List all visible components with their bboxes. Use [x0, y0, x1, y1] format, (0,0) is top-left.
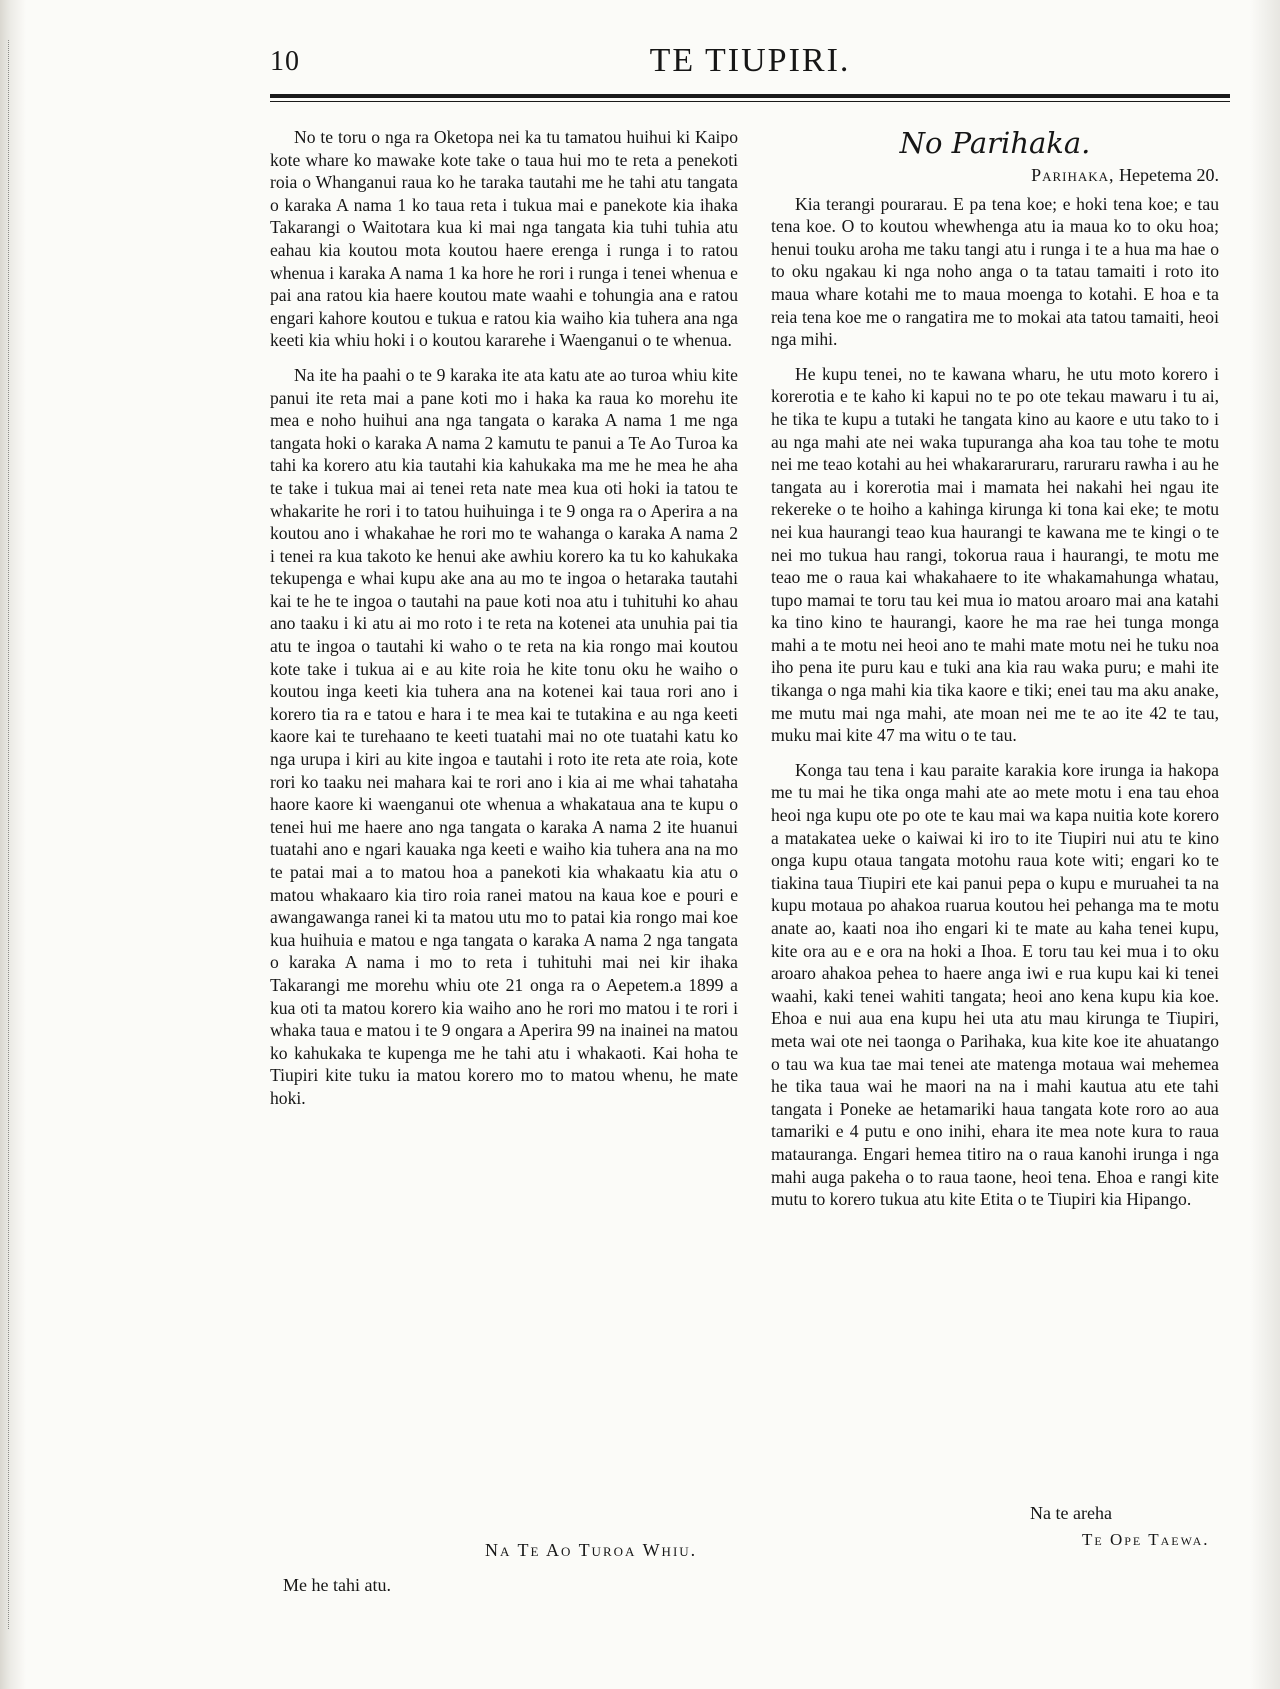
- dateline-date: Hepetema 20.: [1119, 165, 1219, 185]
- left-closing-line: Me he tahi atu.: [283, 1575, 391, 1595]
- scan-left-edge: [0, 0, 26, 1689]
- letter-paragraph: Kia terangi pourarau. E pa tena koe; e hoki tena koe; e tau tena koe. O to koutou whewhenga atu ia maua ko to oku hoa; henui touku aroha me taku tangi atu i runga i te a hua ma hae o to oku ngakau ki nga noho anga o ta tatau tamaiti i roto ito maua whare kotahi me to maua moenga to kotahi. E hoa e ta reia tena koe me o rangatira me to mokai ata tatou tamaiti, heoi nga mihi.: [771, 193, 1219, 350]
- header-rule-thick: [270, 94, 1230, 98]
- letter-paragraph: Konga tau tena i kau paraite karakia kore irunga ia hakopa me tu mai he tika onga mahi ate ao mete motu i ena tau ehoa heoi nga kupu ote po ote te kau mai wa kapa nuitia kote korero a matakatea ueke o kaiwai ki iro to ite Tiupiri nui atu te kino onga kupu otaua tangata motohu raua kote witi; engari ko te tiakina taua Tiupiri ete kai panui pepa o kupu e muruahei ta na kupu motaua po ahakoa ruarua koutou hei pehanga ma te motu anate ao, kaati noa iho engari ki te mate au kaha tenei kupu, kite ora au e e ora na hoki a Ihoa. E toru tau kei mua i to oku aroaro ahakoa pehea to haere anga iwi e rua kupu kai ki tenei waahi, kaki tenei wahiti tangata; heoi ano kena kupu kia koe. Ehoa e nui aua ena kupu hei uta atu mau kirunga te Tiupiri, meta wai ote nei taonga o Parihaka, kua kite koe ite ahuatango o tau wa kua tae mai tenei ate matenga motaua wai mehemea he tika taua wai he maori na na i mahi kautua atu ete tahi tangata i Poneke ae hetamariki haua tangata kote roro ao aua tamariki e 4 putu e ono inihi, ehara ite mea note kura to raua matauranga. Engari hemea titiro na o raua kanohi irunga i nga mahi auga pakeha o to raua taone, heoi tena. Ehoa e rangi kite mutu to korero tukua atu kite Etita o te Tiupiri kia Hipango.: [771, 759, 1219, 1210]
- page-number: 10: [270, 46, 300, 77]
- article-paragraph: No te toru o nga ra Oketopa nei ka tu tamatou huihui ki Kaipo kote whare ko mawake kote take o taua hui mo te reta a penekoti roia o Whanganui raua ko he taraka tautahi me he tahi atu tangata o karaka A nama 1 ko taua reta i tukua mai e panekote kia ihaka Takarangi o Waitotara kua ki mai nga tangata kia tuhi tuhia atu eahau kia koutou mota koutou haere erenga i runga i to ratou whenua i karaka A nama 1 ka hore he rori i runga i tenei whenua e pai ana ratou kia haere koutou mate waahi e tohungia ana e ratou engari kahore koutou e tukua e ratou kia waiho kia tuhera ana nga keeti kia whiu hoki i o koutou kararehe i Waenganui o te whenua.: [270, 127, 738, 351]
- left-column: [270, 126, 738, 1122]
- dateline-place: Parihaka,: [1031, 165, 1115, 185]
- letter-paragraph: He kupu tenei, no te kawana wharu, he utu moto korero i korerotia e te kaho ki kapui no te po ote tekau mawaru i tu ai, he tika te kupu a tutaki he tangata kino au kaore e utu tako to i au nga mahi ate nei waka tupuranga aha koa tau tohe te motu nei me teao kotahi au hei whakararuraru, raruraru rawha i au he tangata au i korerotia mai i mamata hei nakahi hei ngau ite rekereke o te hoiho a kahinga kirunga ki tona kai eke; te motu nei kua haurangi teao kua haurangi te kawana me te kingi o te nei mo tukua hau rangi, tokorua raua i haurangi, te motu me teao me o raua kai whakahaere to ite whakamahunga whatau, tupo mamai te toru tau kei mua io matou aroaro mai ana katahi ka tino kino te haurangi, kaore he ma rae hei tunga monga mahi a te motu nei heoi ano te mahi mate motu nei he tuku noa iho pena ite puru kau e tuki ana kia rau waka puru; e mahi ite tikanga o nga mahi kia tika kaore e tiki; enei tau ma aku anake, me mutu mai nga mahi, ate moan nei me te ao ite 42 te tau, muku mai kite 47 ma witu o te tau.: [771, 363, 1219, 746]
- right-signature-salutation: Na te areha: [1030, 1503, 1112, 1523]
- header-rule-thin: [270, 101, 1230, 102]
- article-paragraph: Na ite ha paahi o te 9 karaka ite ata katu ate ao turoa whiu kite panui ite reta mai a pane koti mo i haka ka raua ko morehu ite mea e noho huihui ana nga tangata o karaka A nama 1 me nga tangata hoki o karaka A nama 2 kamutu te panui a Te Ao Turoa ka tahi ka korero atu kia tautahi kia kahukaka ma me he mea he aha te take i tukua mai ai tenei reta nate mea kua oti hoki ia tatou te whakarite he rori i to tatou huihuinga i te 9 onga ra o Aperira a na koutou ano i whakahae he rori mo te wahanga o karaka A nama 2 i tenei ra kua takoto ke henui ake awhiu korero ka tu ko kahukaka tekupenga e whai kupu ake ana au mo te ingoa o hetaraka tautahi kai te he te ingoa o tautahi na paue koti noa atu i tuhituhi ko ahau ano taaku i ki atu ai mo roto i te reta na kotenei ata unuhia pai tia atu te ingoa o tautahi ki waho o te reta na kia rongo mai koutou kote take i tukua ai e au kite roia he kite tonu oku he waiho o koutou inga keeti kia tuhera ana na kotenei kai taua rori ano i korero tia ra e tatou e hara i te mea kai te tutakina e au nga keeti kaore kai te turehaano te keeti tuatahi mai no ote tuatahi katu ko nga urupa i kiri au kite ingoa e tautahi i roto ite reta ate roia, kote rori ko taaku nei mahara kai te rori ano i kia ai me whai tahataha haore kaore ki waenganui ote whenua a whakataua ana te kupu o tenei hui me haere ano nga tangata o karaka A nama 2 ite huanui tuatahi ano e ngari kauaka nga keeti e waiho kia tuhera ana na mo te patai mai a to matou hoa a panekoti kia whakaatu kia atu o matou whakaaro kia tiro roia ranei matou na kaua koe e pouri e awangawanga ranei ki ta matou utu mo to patai kia rongo mai koe kua huihuia e matou e nga tangata o karaka A nama 2 nga tangata o karaka A nama i mo to reta i tuhituhi mai nei kir ihaka Takarangi me morehu whiu ote 21 onga ra o Aepetem.a 1899 a kua oti ta matou korero kia waiho ano he rori mo matou i te rori i whaka taua e matou i te 9 ongara a Aperira 99 na inainei na matou ko kahukaka te kupenga me he tahi atu i whakaoti. Kai hoha te Tiupiri kite tuku ia matou korero mo to matou whenu, he mate hoki.: [270, 364, 738, 1108]
- left-signature: Na Te Ao Turoa Whiu.: [485, 1540, 698, 1560]
- page-header: [270, 38, 1230, 78]
- dateline: [771, 164, 1219, 187]
- right-signature-name: Te Ope Taewa.: [1082, 1530, 1210, 1549]
- newspaper-title: TE TIUPIRI.: [649, 42, 851, 79]
- section-heading: No Parihaka.: [899, 126, 1091, 160]
- scan-right-edge: [1250, 0, 1280, 1689]
- right-column: [771, 126, 1219, 1223]
